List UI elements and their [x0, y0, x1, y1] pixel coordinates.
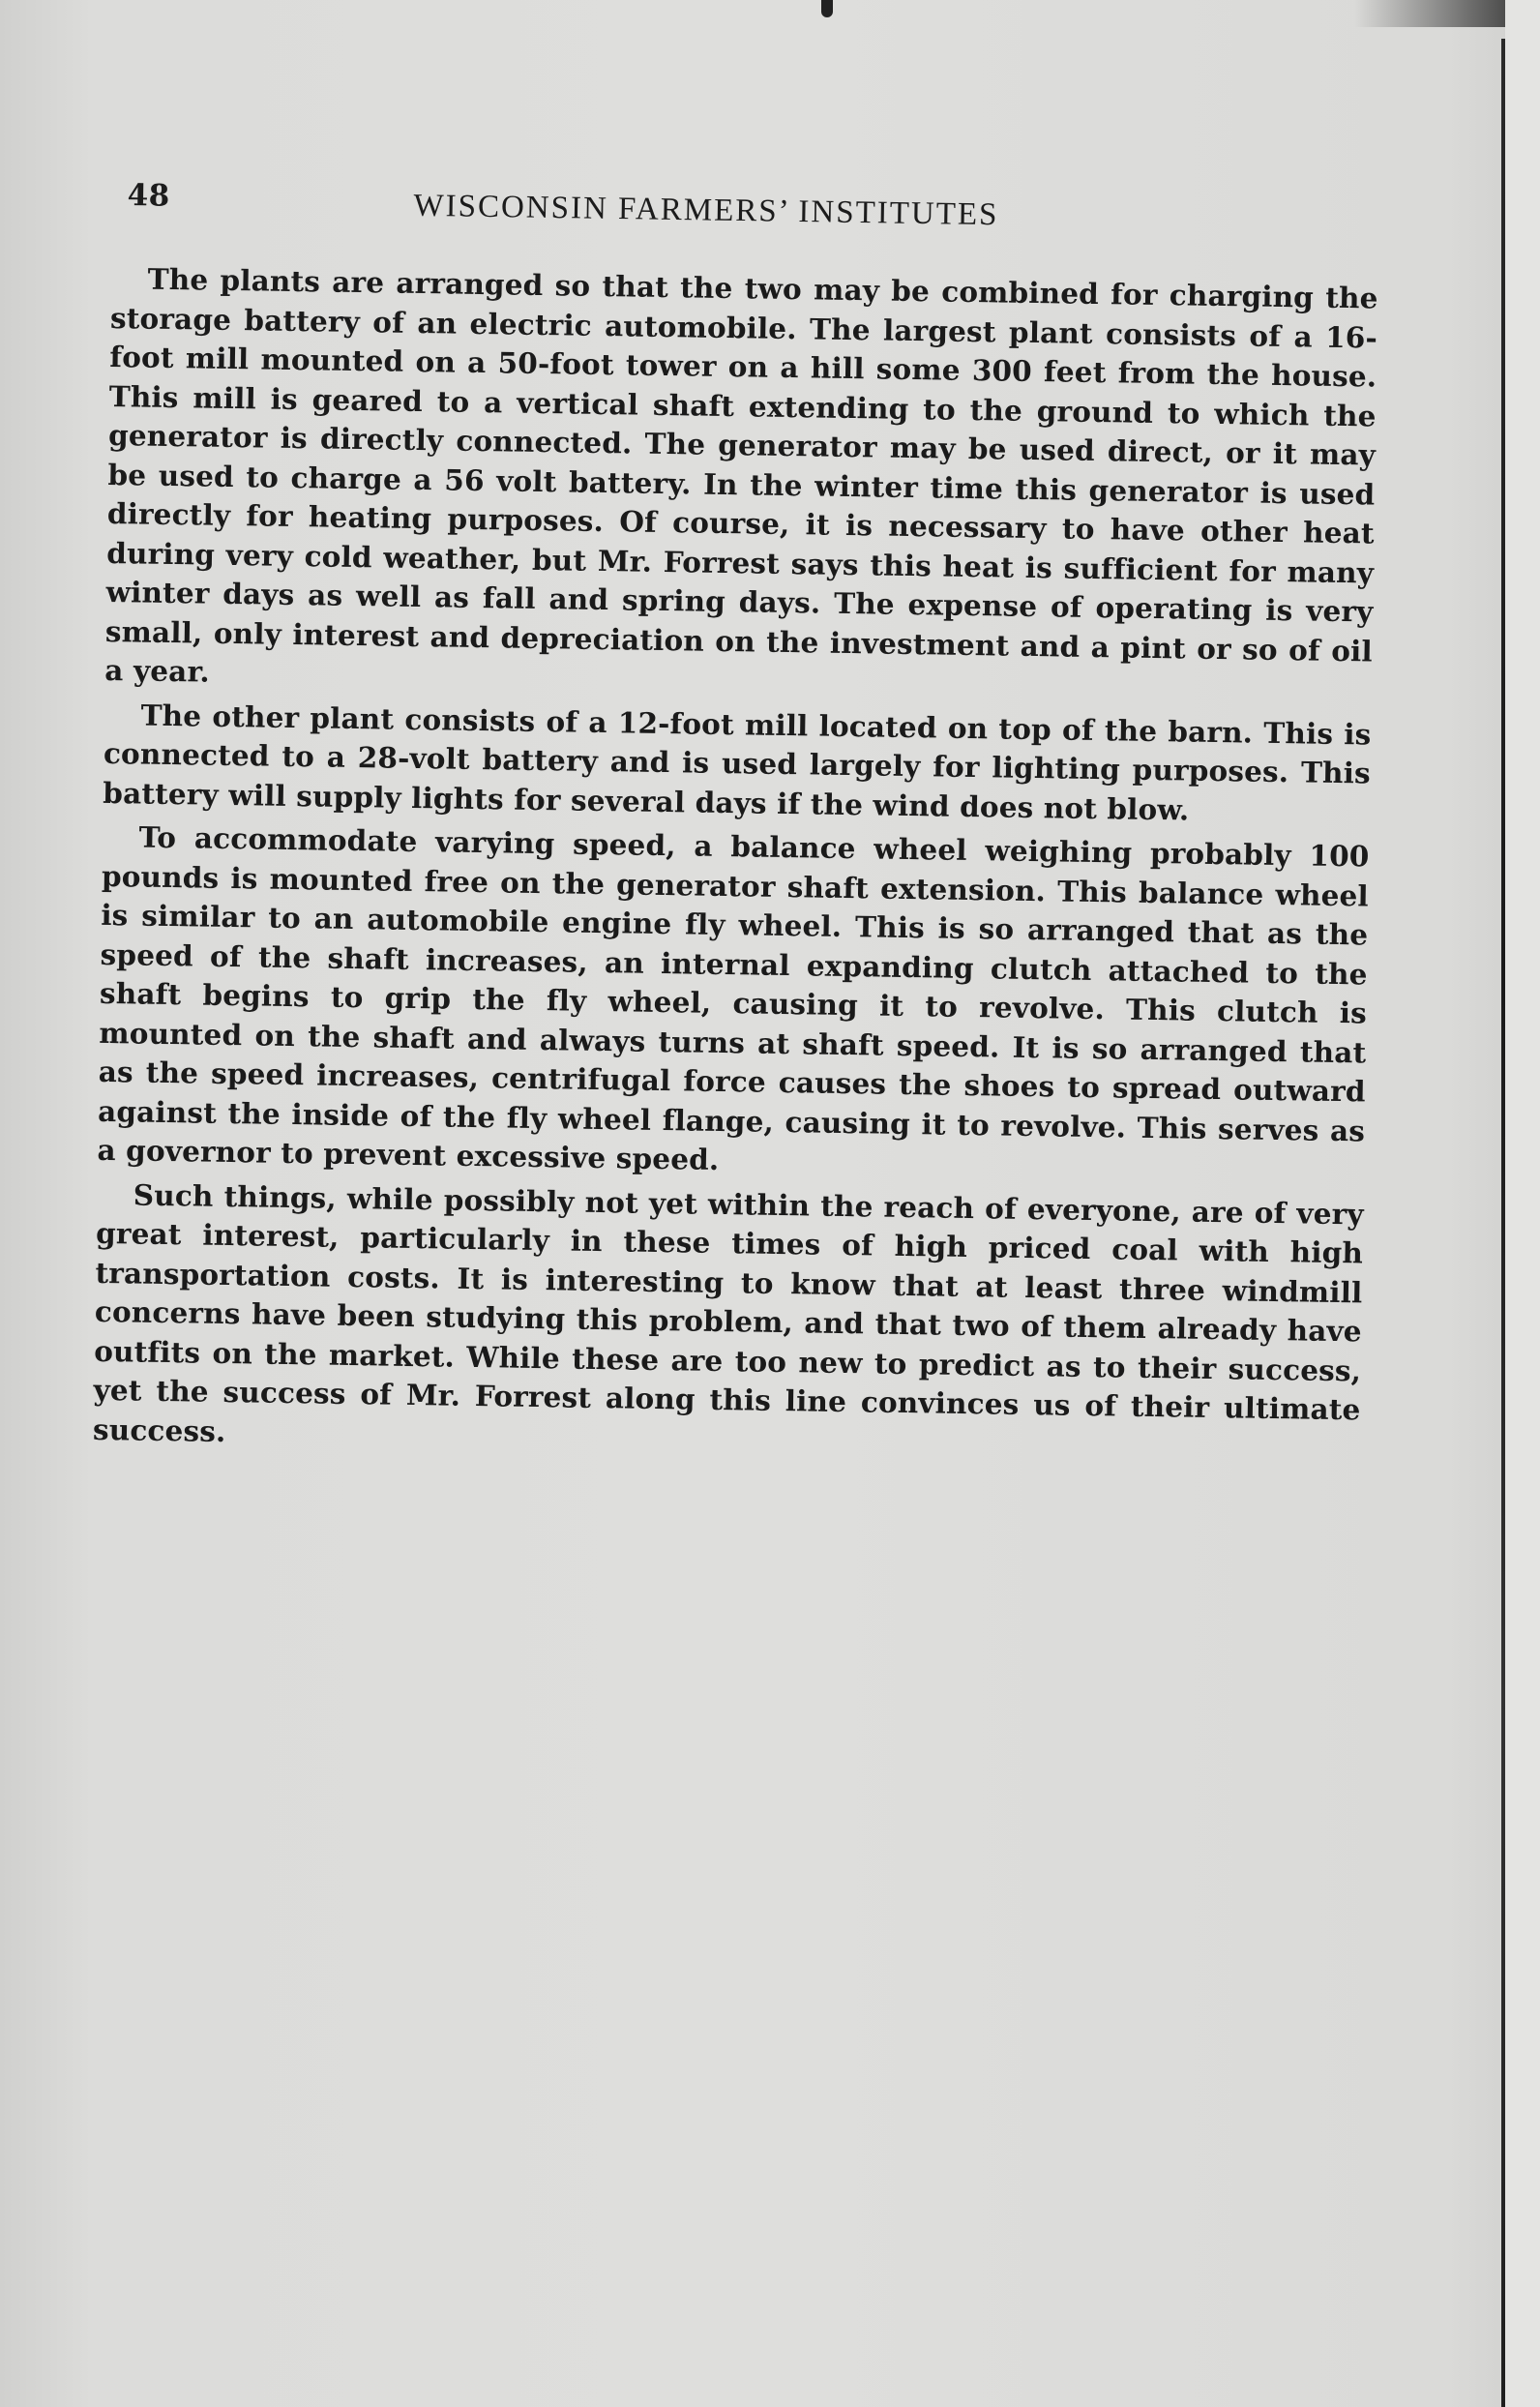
- page-margin-strip: [1505, 0, 1540, 2407]
- page-number: 48: [127, 178, 171, 214]
- paragraph-4: Such things, while possibly not yet within the reach of everyone, are of very great interest, particularly in these times of high priced coal with high transportation costs. It is interesting to know that at least three windmill concerns have been studying this problem, and that two of them already have outfits on the market. While these are too new to predict as to their success, yet the success of Mr. Forrest along this line convinces us of their ultimate success.: [92, 1176, 1364, 1448]
- body-text: [93, 259, 1378, 1473]
- page-header: [123, 172, 1101, 246]
- paragraph-1: The plants are arranged so that the two may be combined for charging the storage battery of an electric automobile. The largest plant consists of a 16-foot mill mounted on a 50-foot tower on a hill some 300 feet from the house. This mill is geared to a vertical shaft extending to the ground to which the generator is directly connected. The generator may be used direct, or it may be used to charge a 56 volt battery. In the winter time this generator is used directly for heating purposes. Of course, it is necessary to have other heat during very cold weather, but Mr. Forrest says this heat is sufficient for many winter days as well as fall and spring days. The expense of operating is very small, only interest and depreciation on the investment and a pint or so of oil a year.: [104, 261, 1378, 689]
- running-title: WISCONSIN FARMERS’ INSTITUTES: [413, 188, 999, 233]
- binding-mark: [821, 0, 833, 17]
- paragraph-3: To accommodate varying speed, a balance wheel weighing probably 100 pounds is mounted free on the generator shaft extension. This balance wheel is similar to an automobile engine fly wheel. This is so arranged that as the speed of the shaft increases, an internal expanding clutch attached to the shaft begins to grip the fly wheel, causing it to revolve. This clutch is mounted on the shaft and always turns at shaft speed. It is so arranged that as the speed increases, centrifugal force causes the shoes to spread outward against the inside of the fly wheel flange, causing it to revolve. This serves as a governor to prevent excessive speed.: [97, 819, 1370, 1176]
- paragraph-2: The other plant consists of a 12-foot mill located on top of the barn. This is connected to a 28-volt battery and is used largely for lighting purposes. This battery will supply lights for several days if the wind does not blow.: [103, 698, 1372, 827]
